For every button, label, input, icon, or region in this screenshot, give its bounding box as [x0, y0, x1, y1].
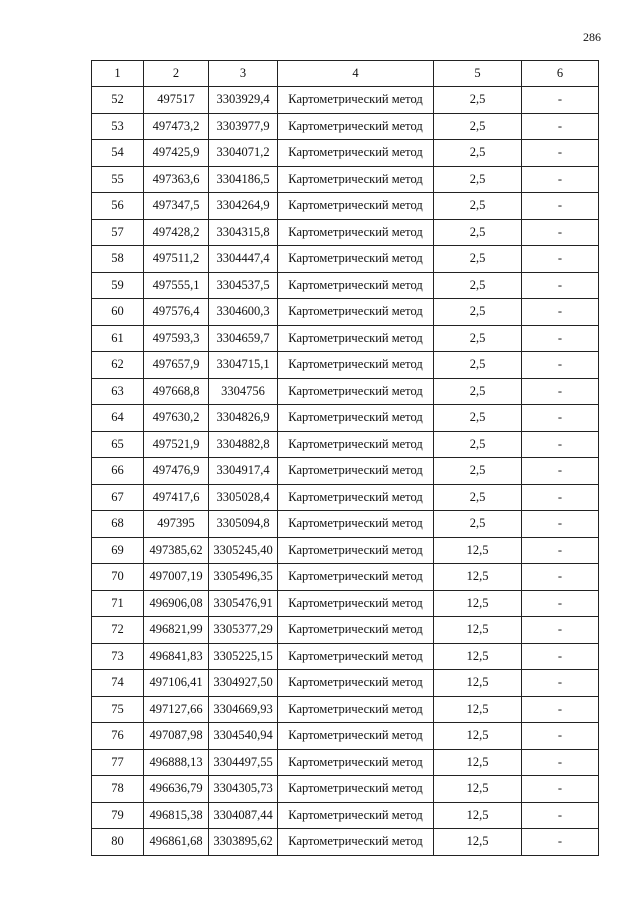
accuracy-cell: 2,5: [434, 458, 522, 485]
table-body: [92, 87, 599, 856]
x-coordinate-cell: 497363,6: [144, 166, 209, 193]
point-number-cell: 66: [92, 458, 144, 485]
accuracy-cell: 2,5: [434, 113, 522, 140]
y-coordinate-cell: 3304715,1: [209, 352, 278, 379]
y-coordinate-cell: 3304305,73: [209, 776, 278, 803]
point-number-cell: 76: [92, 723, 144, 750]
point-number-cell: 52: [92, 87, 144, 114]
point-number-cell: 57: [92, 219, 144, 246]
table-row: [92, 749, 599, 776]
point-number-cell: 64: [92, 405, 144, 432]
note-cell: -: [522, 193, 599, 220]
point-number-cell: 69: [92, 537, 144, 564]
note-cell: -: [522, 643, 599, 670]
note-cell: -: [522, 617, 599, 644]
table-row: [92, 87, 599, 114]
x-coordinate-cell: 497428,2: [144, 219, 209, 246]
header-cell-4: 4: [278, 61, 434, 87]
method-cell: Картометрический метод: [278, 829, 434, 856]
y-coordinate-cell: 3304447,4: [209, 246, 278, 273]
x-coordinate-cell: 497127,66: [144, 696, 209, 723]
accuracy-cell: 12,5: [434, 696, 522, 723]
point-number-cell: 79: [92, 802, 144, 829]
y-coordinate-cell: 3304826,9: [209, 405, 278, 432]
point-number-cell: 58: [92, 246, 144, 273]
accuracy-cell: 2,5: [434, 140, 522, 167]
accuracy-cell: 12,5: [434, 723, 522, 750]
table-row: [92, 511, 599, 538]
y-coordinate-cell: 3304071,2: [209, 140, 278, 167]
note-cell: -: [522, 87, 599, 114]
x-coordinate-cell: 497476,9: [144, 458, 209, 485]
x-coordinate-cell: 496906,08: [144, 590, 209, 617]
x-coordinate-cell: 497417,6: [144, 484, 209, 511]
y-coordinate-cell: 3303929,4: [209, 87, 278, 114]
method-cell: Картометрический метод: [278, 113, 434, 140]
table-row: [92, 643, 599, 670]
table-row: [92, 590, 599, 617]
point-number-cell: 56: [92, 193, 144, 220]
point-number-cell: 61: [92, 325, 144, 352]
method-cell: Картометрический метод: [278, 325, 434, 352]
method-cell: Картометрический метод: [278, 723, 434, 750]
point-number-cell: 71: [92, 590, 144, 617]
point-number-cell: 75: [92, 696, 144, 723]
y-coordinate-cell: 3305496,35: [209, 564, 278, 591]
y-coordinate-cell: 3305245,40: [209, 537, 278, 564]
method-cell: Картометрический метод: [278, 696, 434, 723]
y-coordinate-cell: 3305225,15: [209, 643, 278, 670]
table-row: [92, 537, 599, 564]
y-coordinate-cell: 3305476,91: [209, 590, 278, 617]
point-number-cell: 62: [92, 352, 144, 379]
y-coordinate-cell: 3304537,5: [209, 272, 278, 299]
x-coordinate-cell: 497593,3: [144, 325, 209, 352]
header-row: [92, 61, 599, 87]
y-coordinate-cell: 3304882,8: [209, 431, 278, 458]
y-coordinate-cell: 3304087,44: [209, 802, 278, 829]
point-number-cell: 77: [92, 749, 144, 776]
y-coordinate-cell: 3305377,29: [209, 617, 278, 644]
table-row: [92, 299, 599, 326]
accuracy-cell: 2,5: [434, 405, 522, 432]
method-cell: Картометрический метод: [278, 802, 434, 829]
accuracy-cell: 2,5: [434, 484, 522, 511]
y-coordinate-cell: 3304756: [209, 378, 278, 405]
page-number: 286: [583, 30, 601, 44]
method-cell: Картометрический метод: [278, 590, 434, 617]
table-row: [92, 829, 599, 856]
table-row: [92, 431, 599, 458]
note-cell: -: [522, 537, 599, 564]
table-row: [92, 617, 599, 644]
note-cell: -: [522, 511, 599, 538]
table-row: [92, 696, 599, 723]
note-cell: -: [522, 140, 599, 167]
method-cell: Картометрический метод: [278, 140, 434, 167]
accuracy-cell: 2,5: [434, 299, 522, 326]
x-coordinate-cell: 497511,2: [144, 246, 209, 273]
x-coordinate-cell: 496821,99: [144, 617, 209, 644]
x-coordinate-cell: 497425,9: [144, 140, 209, 167]
table-row: [92, 802, 599, 829]
x-coordinate-cell: 497395: [144, 511, 209, 538]
point-number-cell: 59: [92, 272, 144, 299]
note-cell: -: [522, 564, 599, 591]
note-cell: -: [522, 802, 599, 829]
accuracy-cell: 2,5: [434, 246, 522, 273]
method-cell: Картометрический метод: [278, 193, 434, 220]
point-number-cell: 63: [92, 378, 144, 405]
x-coordinate-cell: 497007,19: [144, 564, 209, 591]
accuracy-cell: 12,5: [434, 749, 522, 776]
method-cell: Картометрический метод: [278, 431, 434, 458]
x-coordinate-cell: 496861,68: [144, 829, 209, 856]
x-coordinate-cell: 497473,2: [144, 113, 209, 140]
accuracy-cell: 2,5: [434, 352, 522, 379]
method-cell: Картометрический метод: [278, 749, 434, 776]
x-coordinate-cell: 497087,98: [144, 723, 209, 750]
y-coordinate-cell: 3304540,94: [209, 723, 278, 750]
accuracy-cell: 2,5: [434, 87, 522, 114]
x-coordinate-cell: 496888,13: [144, 749, 209, 776]
table-row: [92, 723, 599, 750]
point-number-cell: 54: [92, 140, 144, 167]
x-coordinate-cell: 497521,9: [144, 431, 209, 458]
table-row: [92, 193, 599, 220]
method-cell: Картометрический метод: [278, 643, 434, 670]
note-cell: -: [522, 431, 599, 458]
header-cell-5: 5: [434, 61, 522, 87]
table-header: [92, 61, 599, 87]
note-cell: -: [522, 696, 599, 723]
note-cell: -: [522, 749, 599, 776]
header-cell-2: 2: [144, 61, 209, 87]
y-coordinate-cell: 3304497,55: [209, 749, 278, 776]
x-coordinate-cell: 497576,4: [144, 299, 209, 326]
accuracy-cell: 2,5: [434, 166, 522, 193]
table-row: [92, 246, 599, 273]
x-coordinate-cell: 497385,62: [144, 537, 209, 564]
table-row: [92, 325, 599, 352]
note-cell: -: [522, 219, 599, 246]
accuracy-cell: 2,5: [434, 272, 522, 299]
method-cell: Картометрический метод: [278, 87, 434, 114]
y-coordinate-cell: 3303895,62: [209, 829, 278, 856]
point-number-cell: 60: [92, 299, 144, 326]
note-cell: -: [522, 246, 599, 273]
point-number-cell: 80: [92, 829, 144, 856]
y-coordinate-cell: 3304659,7: [209, 325, 278, 352]
note-cell: -: [522, 829, 599, 856]
table-row: [92, 670, 599, 697]
header-cell-6: 6: [522, 61, 599, 87]
table-row: [92, 458, 599, 485]
accuracy-cell: 2,5: [434, 193, 522, 220]
method-cell: Картометрический метод: [278, 166, 434, 193]
x-coordinate-cell: 496841,83: [144, 643, 209, 670]
point-number-cell: 70: [92, 564, 144, 591]
method-cell: Картометрический метод: [278, 458, 434, 485]
table-row: [92, 113, 599, 140]
coordinates-table: [91, 60, 599, 856]
x-coordinate-cell: 497668,8: [144, 378, 209, 405]
y-coordinate-cell: 3304600,3: [209, 299, 278, 326]
point-number-cell: 53: [92, 113, 144, 140]
point-number-cell: 67: [92, 484, 144, 511]
y-coordinate-cell: 3304927,50: [209, 670, 278, 697]
method-cell: Картометрический метод: [278, 484, 434, 511]
method-cell: Картометрический метод: [278, 272, 434, 299]
method-cell: Картометрический метод: [278, 537, 434, 564]
point-number-cell: 65: [92, 431, 144, 458]
y-coordinate-cell: 3304917,4: [209, 458, 278, 485]
method-cell: Картометрический метод: [278, 219, 434, 246]
table-row: [92, 166, 599, 193]
accuracy-cell: 2,5: [434, 219, 522, 246]
point-number-cell: 78: [92, 776, 144, 803]
method-cell: Картометрический метод: [278, 299, 434, 326]
y-coordinate-cell: 3305094,8: [209, 511, 278, 538]
table-row: [92, 484, 599, 511]
table-row: [92, 219, 599, 246]
note-cell: -: [522, 299, 599, 326]
accuracy-cell: 2,5: [434, 378, 522, 405]
note-cell: -: [522, 166, 599, 193]
x-coordinate-cell: 497657,9: [144, 352, 209, 379]
note-cell: -: [522, 113, 599, 140]
x-coordinate-cell: 497555,1: [144, 272, 209, 299]
method-cell: Картометрический метод: [278, 670, 434, 697]
method-cell: Картометрический метод: [278, 352, 434, 379]
point-number-cell: 72: [92, 617, 144, 644]
x-coordinate-cell: 496636,79: [144, 776, 209, 803]
accuracy-cell: 2,5: [434, 431, 522, 458]
note-cell: -: [522, 272, 599, 299]
header-cell-1: 1: [92, 61, 144, 87]
accuracy-cell: 2,5: [434, 325, 522, 352]
note-cell: -: [522, 723, 599, 750]
table-row: [92, 564, 599, 591]
note-cell: -: [522, 325, 599, 352]
note-cell: -: [522, 670, 599, 697]
accuracy-cell: 12,5: [434, 537, 522, 564]
accuracy-cell: 12,5: [434, 670, 522, 697]
method-cell: Картометрический метод: [278, 246, 434, 273]
point-number-cell: 55: [92, 166, 144, 193]
note-cell: -: [522, 405, 599, 432]
method-cell: Картометрический метод: [278, 617, 434, 644]
method-cell: Картометрический метод: [278, 511, 434, 538]
accuracy-cell: 12,5: [434, 564, 522, 591]
x-coordinate-cell: 497106,41: [144, 670, 209, 697]
y-coordinate-cell: 3304669,93: [209, 696, 278, 723]
table-row: [92, 776, 599, 803]
y-coordinate-cell: 3305028,4: [209, 484, 278, 511]
table-row: [92, 352, 599, 379]
x-coordinate-cell: 497630,2: [144, 405, 209, 432]
point-number-cell: 68: [92, 511, 144, 538]
note-cell: -: [522, 590, 599, 617]
point-number-cell: 73: [92, 643, 144, 670]
method-cell: Картометрический метод: [278, 564, 434, 591]
table-row: [92, 405, 599, 432]
y-coordinate-cell: 3304315,8: [209, 219, 278, 246]
y-coordinate-cell: 3303977,9: [209, 113, 278, 140]
point-number-cell: 74: [92, 670, 144, 697]
x-coordinate-cell: 496815,38: [144, 802, 209, 829]
x-coordinate-cell: 497517: [144, 87, 209, 114]
accuracy-cell: 12,5: [434, 617, 522, 644]
accuracy-cell: 12,5: [434, 776, 522, 803]
y-coordinate-cell: 3304264,9: [209, 193, 278, 220]
method-cell: Картометрический метод: [278, 378, 434, 405]
accuracy-cell: 12,5: [434, 802, 522, 829]
note-cell: -: [522, 458, 599, 485]
method-cell: Картометрический метод: [278, 405, 434, 432]
header-cell-3: 3: [209, 61, 278, 87]
note-cell: -: [522, 378, 599, 405]
table-row: [92, 272, 599, 299]
table-row: [92, 140, 599, 167]
note-cell: -: [522, 776, 599, 803]
accuracy-cell: 12,5: [434, 590, 522, 617]
x-coordinate-cell: 497347,5: [144, 193, 209, 220]
accuracy-cell: 12,5: [434, 643, 522, 670]
method-cell: Картометрический метод: [278, 776, 434, 803]
table-row: [92, 378, 599, 405]
y-coordinate-cell: 3304186,5: [209, 166, 278, 193]
accuracy-cell: 12,5: [434, 829, 522, 856]
note-cell: -: [522, 484, 599, 511]
accuracy-cell: 2,5: [434, 511, 522, 538]
note-cell: -: [522, 352, 599, 379]
